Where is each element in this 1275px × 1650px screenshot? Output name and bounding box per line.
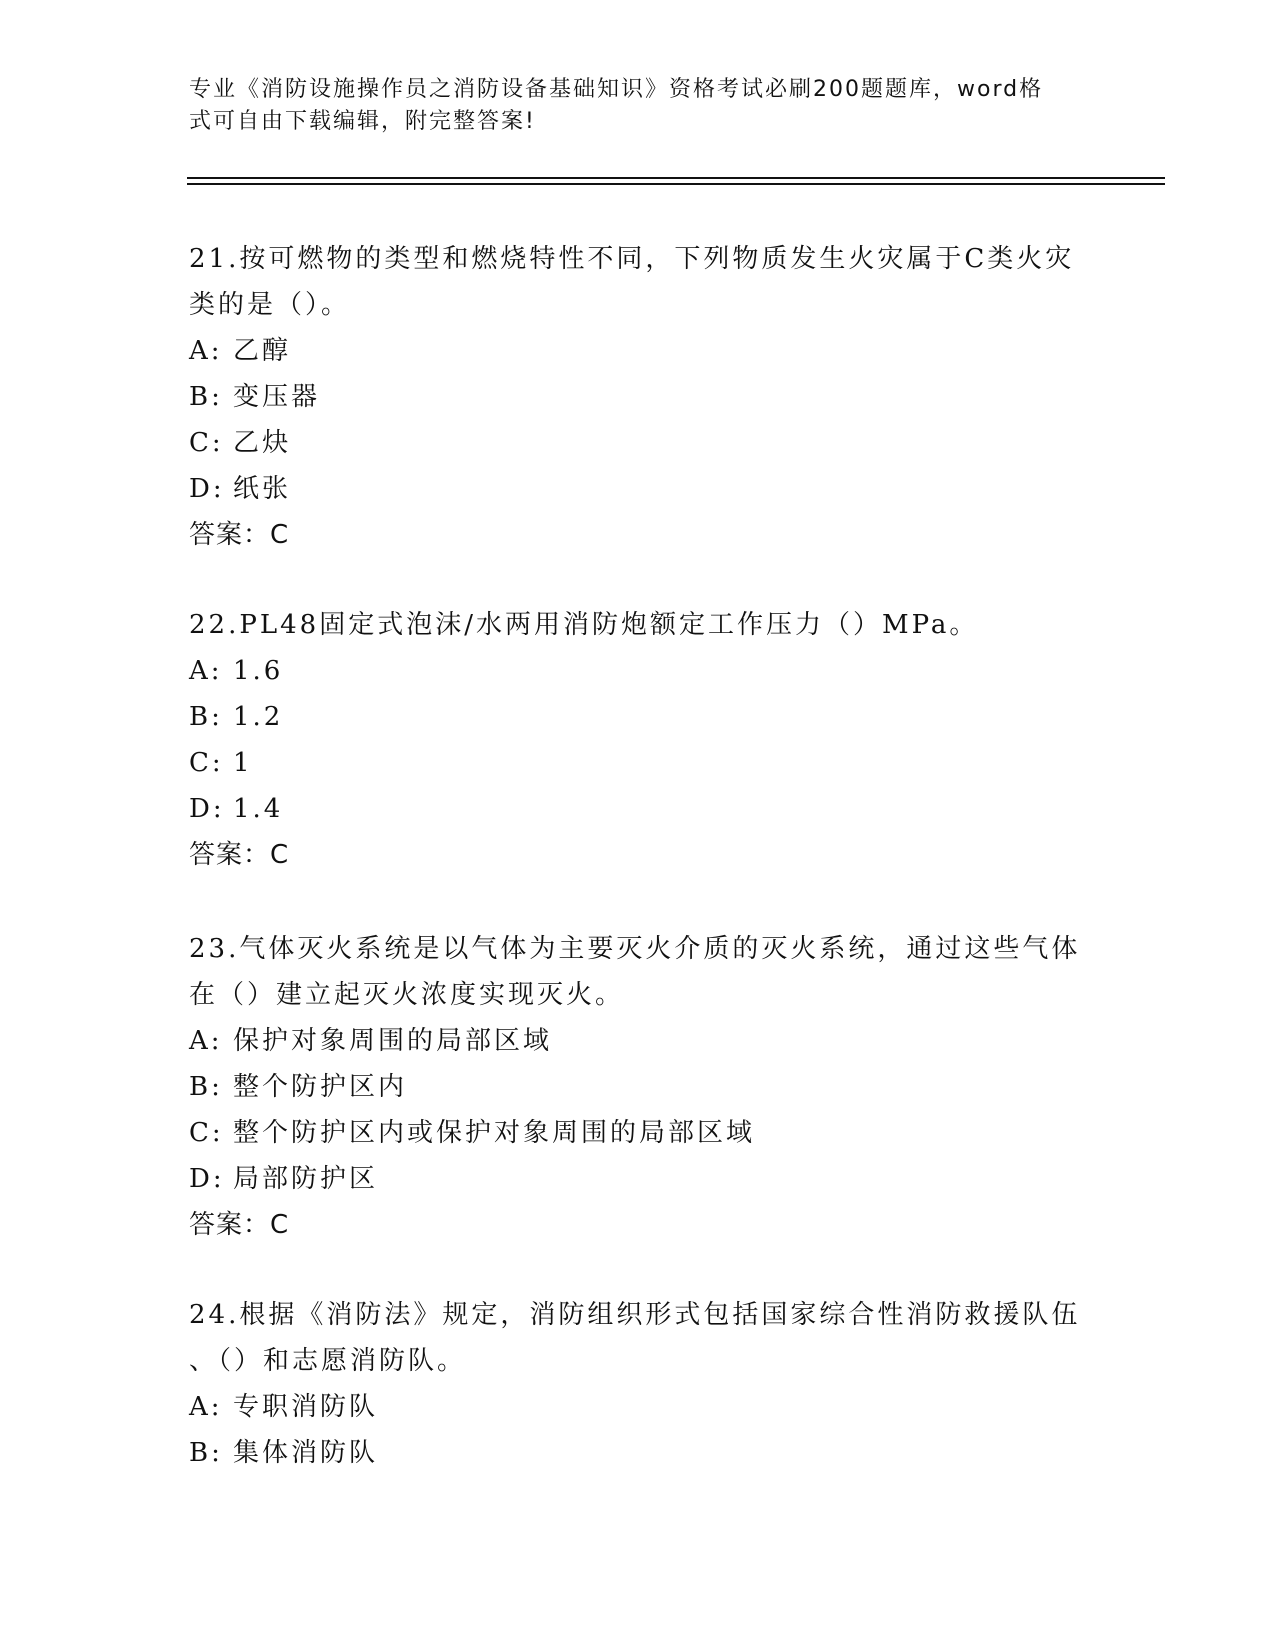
answer-line: 答案：C [189, 840, 290, 870]
answer-line: 答案：C [189, 1210, 290, 1240]
option-c [189, 420, 1089, 466]
question-stem [189, 926, 1089, 1018]
header-line: 专业《消防设施操作员之消防设备基础知识》资格考试必刷200题题库，word格 [189, 77, 1044, 102]
option-letter: C: [189, 748, 224, 778]
stem-line: 23.气体灭火系统是以气体为主要灭火介质的灭火系统，通过这些气体 [189, 934, 1081, 964]
option-a [189, 1018, 1089, 1064]
option-d [189, 786, 1089, 832]
option-letter: C: [189, 428, 224, 458]
option-text: 1 [233, 748, 253, 778]
option-b [189, 1430, 1089, 1476]
option-letter: A: [189, 656, 223, 686]
option-letter: B: [189, 1438, 223, 1468]
option-text: 整个防护区内 [233, 1072, 408, 1102]
option-c [189, 1110, 1089, 1156]
option-letter: D: [189, 1164, 225, 1194]
question-block [189, 926, 1089, 1248]
question-block [189, 236, 1089, 558]
document-header [189, 74, 1069, 138]
question-stem [189, 1292, 1089, 1384]
option-text: 专职消防队 [233, 1392, 379, 1422]
question-block [189, 1292, 1089, 1476]
option-letter: A: [189, 1392, 223, 1422]
option-b [189, 1064, 1089, 1110]
stem-line: 21.按可燃物的类型和燃烧特性不同，下列物质发生火灾属于C类火灾 [189, 244, 1075, 274]
answer-line: 答案：C [189, 520, 290, 550]
option-text: 变压器 [233, 382, 321, 412]
option-text: 局部防护区 [233, 1164, 379, 1194]
option-text: 纸张 [233, 474, 292, 504]
question-block [189, 602, 1089, 878]
header-line: 式可自由下载编辑，附完整答案! [189, 109, 536, 134]
stem-line: 22.PL48固定式泡沫/水两用消防炮额定工作压力（）MPa。 [189, 610, 979, 640]
option-a [189, 328, 1089, 374]
option-text: 1.6 [233, 656, 284, 686]
header-divider [187, 183, 1165, 185]
stem-line: 类的是（）。 [189, 290, 351, 320]
option-letter: A: [189, 1026, 223, 1056]
option-a [189, 1384, 1089, 1430]
option-text: 整个防护区内或保护对象周围的局部区域 [233, 1118, 756, 1148]
option-text: 乙醇 [233, 336, 292, 366]
option-b [189, 694, 1089, 740]
option-text: 保护对象周围的局部区域 [233, 1026, 553, 1056]
option-letter: B: [189, 382, 223, 412]
option-text: 集体消防队 [233, 1438, 379, 1468]
option-d [189, 466, 1089, 512]
option-text: 1.4 [233, 794, 284, 824]
stem-line: 在（）建立起灭火浓度实现灭火。 [189, 980, 625, 1010]
option-d [189, 1156, 1089, 1202]
question-stem [189, 236, 1089, 328]
option-a [189, 648, 1089, 694]
option-text: 1.2 [233, 702, 284, 732]
header-divider [187, 177, 1165, 179]
option-letter: A: [189, 336, 223, 366]
option-letter: B: [189, 702, 223, 732]
option-letter: D: [189, 474, 225, 504]
option-text: 乙炔 [233, 428, 292, 458]
question-stem [189, 602, 1089, 648]
option-b [189, 374, 1089, 420]
option-letter: D: [189, 794, 225, 824]
option-letter: C: [189, 1118, 224, 1148]
stem-line: 、（）和志愿消防队。 [189, 1346, 467, 1376]
stem-line: 24.根据《消防法》规定，消防组织形式包括国家综合性消防救援队伍 [189, 1300, 1081, 1330]
option-c [189, 740, 1089, 786]
option-letter: B: [189, 1072, 223, 1102]
